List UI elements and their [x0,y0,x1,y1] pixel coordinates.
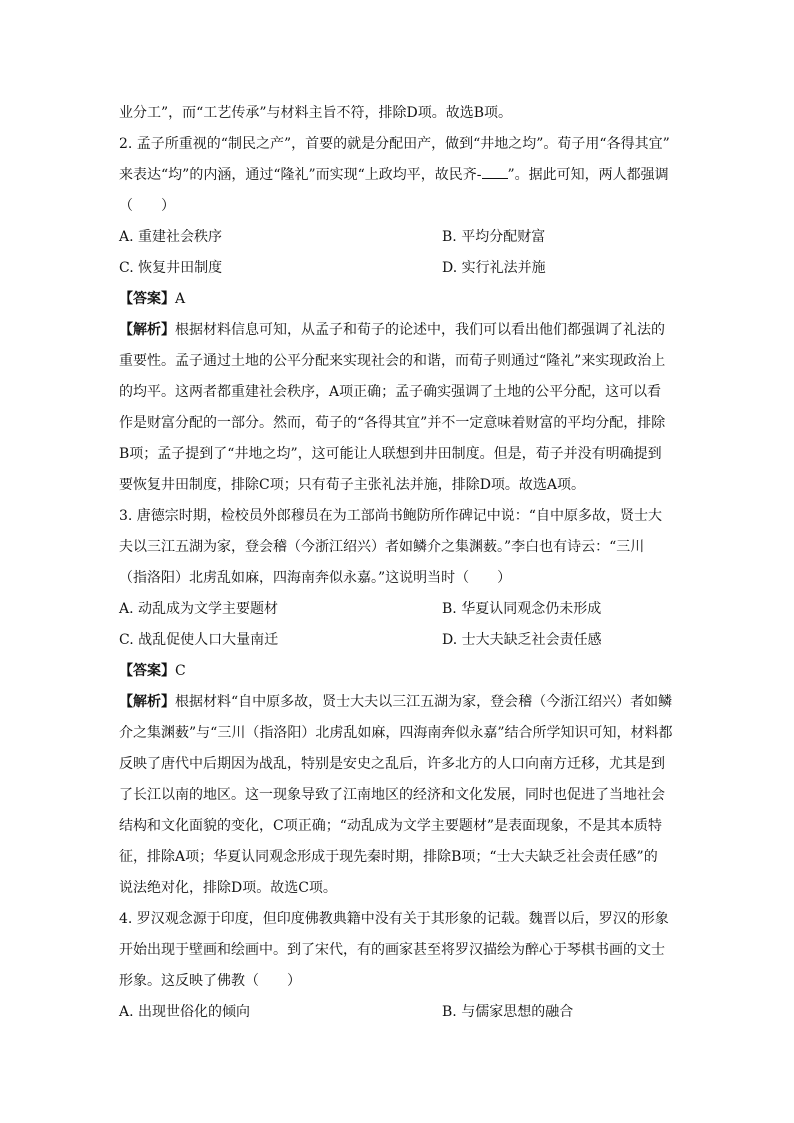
prev-analysis-tail: 业分工”，而“工艺传承”与材料主旨不符，排除D项。故选B项。 [119,105,512,121]
q2-stem-line-2: 来表达“均”的内涵，通过“隆礼”而实现“上政均平，故民齐- ”。据此可知，两人都强调 [119,160,675,191]
q2-stem-line-3: （ ） [119,198,175,214]
q2-analysis-line-6: 要恢复井田制度，排除C项；只有荀子主张礼法并施，排除D项。故选A项。 [119,477,586,493]
q3-analysis-line-5: 结构和文化面貌的变化，C项正确；“动乱成为文学主要题材”是表面现象，不是其本质特 [119,818,663,834]
question-3 [119,501,675,904]
q2-option-c: C. 恢复井田制度 [119,260,223,276]
q2-option-d: D. 实行礼法并施 [442,260,546,276]
q2-option-a: A. 重建社会秩序 [119,229,223,245]
q3-analysis-line-7: 说法绝对化，排除D项。故选C项。 [119,880,337,896]
q3-answer: 【答案】C [119,663,186,679]
q3-option-b: B. 华夏认同观念仍未形成 [442,601,602,617]
q3-analysis-line-1: 【解析】根据材料“自中原多故，贤士大夫以三江五湖为家，登会稽（今浙江绍兴）者如鳞 [119,694,673,710]
q3-stem-line-1: 3. 唐德宗时期，检校员外郎穆员在为工部尚书鲍防所作碑记中说：“自中原多故，贤士大 [119,508,662,524]
q4-options-row-1 [119,997,675,1028]
q2-options-row-1 [119,222,675,253]
document-page [119,98,675,1028]
question-4 [119,904,675,1028]
q4-option-a: A. 出现世俗化的倾向 [119,1004,251,1020]
q3-analysis-line-3: 反映了唐代中后期因为战乱，特别是安史之乱后，许多北方的人口向南方迁移，尤其是到 [119,756,665,772]
q2-analysis-line-1: 【解析】根据材料信息可知，从孟子和荀子的论述中，我们可以看出他们都强调了礼法的 [119,322,665,338]
q4-option-b: B. 与儒家思想的融合 [442,1004,574,1020]
q3-option-a: A. 动乱成为文学主要题材 [119,601,279,617]
q2-option-b: B. 平均分配财富 [442,229,546,245]
q3-stem-line-2: 夫以三江五湖为家，登会稽（今浙江绍兴）者如鳞介之集渊薮。”李白也有诗云：“三川 [119,539,645,555]
fill-blank [482,164,508,179]
q2-answer: 【答案】A [119,291,186,307]
q4-stem-line-3: 形象。这反映了佛教（ ） [119,973,301,989]
q2-analysis-line-2: 重要性。孟子通过土地的公平分配来实现社会的和谐，而荀子则通过“隆礼”来实现政治上 [119,353,666,369]
q3-analysis-line-6: 征，排除A项；华夏认同观念形成于现先秦时期，排除B项；“士大夫缺乏社会责任感”的 [119,849,658,865]
q4-stem-line-1: 4. 罗汉观念源于印度，但印度佛教典籍中没有关于其形象的记载。魏晋以后，罗汉的形象 [119,911,669,927]
q3-analysis-line-4: 了长江以南的地区。这一现象导致了江南地区的经济和文化发展，同时也促进了当地社会 [119,787,665,803]
q2-stem-line-1: 2. 孟子所重视的“制民之产”，首要的就是分配田产，做到“井地之均”。荀子用“各得其宜” [119,136,670,152]
q2-analysis-line-5: B项；孟子提到了“井地之均”，这可能让人联想到井田制度。但是，荀子并没有明确提到 [119,446,662,462]
q3-option-c: C. 战乱促使人口大量南迁 [119,632,279,648]
q2-analysis-line-4: 作是财富分配的一部分。然而，荀子的“各得其宜”并不一定意味着财富的平均分配，排除 [119,415,666,431]
q3-analysis-line-2: 介之集渊薮”与“三川（指洛阳）北虏乱如麻，四海南奔似永嘉”结合所学知识可知，材料都 [119,725,673,741]
q2-options-row-2 [119,253,675,284]
q3-options-row-1 [119,594,675,625]
q4-stem-line-2: 开始出现于壁画和绘画中。到了宋代，有的画家甚至将罗汉描绘为醉心于琴棋书画的文士 [119,942,665,958]
question-2 [119,129,675,501]
q2-analysis-line-3: 的均平。这两者都重建社会秩序，A项正确；孟子确实强调了土地的公平分配，这可以看 [119,384,662,400]
q3-options-row-2 [119,625,675,656]
q3-stem-line-3: （指洛阳）北虏乱如麻，四海南奔似永嘉。”这说明当时（ ） [119,570,512,586]
q3-option-d: D. 士大夫缺乏社会责任感 [442,632,602,648]
